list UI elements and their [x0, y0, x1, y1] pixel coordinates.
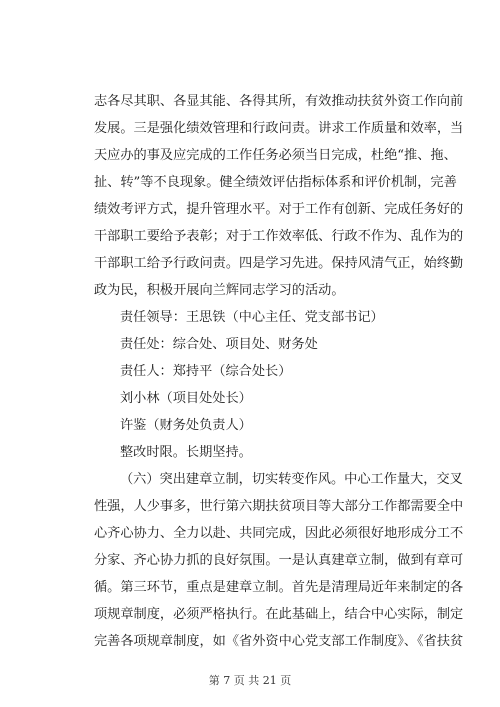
responsible-person: 责任人：郑持平（综合处长）: [120, 364, 292, 379]
responsible-person-3: 许鉴（财务处负责人）: [120, 418, 252, 433]
text-line: 发展。三是强化绩效管理和行政问责。讲求工作质量和效率，当: [94, 121, 464, 136]
document-body: [94, 88, 464, 655]
text-line: 性强，人少事多，世行第六期扶贫项目等大部分工作都需要全中: [94, 499, 464, 514]
text-line: 干部职工给予行政问责。四是学习先进。保持风清气正，始终勤: [94, 256, 464, 271]
text-line: 志各尽其职、各显其能、各得其所，有效推动扶贫外资工作向前: [94, 94, 464, 109]
text-line: 循。第三环节，重点是建章立制。首先是清理局近年来制定的各: [94, 580, 464, 595]
text-line: 分家、齐心协力抓的良好氛围。一是认真建章立制，做到有章可: [94, 553, 464, 568]
responsible-leader: 责任领导：王思铁（中心主任、党支部书记）: [120, 310, 384, 325]
responsible-department: 责任处：综合处、项目处、财务处: [120, 337, 318, 352]
rectification-deadline: 整改时限。长期坚持。: [120, 445, 252, 460]
text-line: 天应办的事及应完成的工作任务必须当日完成，杜绝“推、拖、: [94, 148, 457, 163]
text-line: 绩效考评方式，提升管理水平。对于工作有创新、完成任务好的: [94, 202, 464, 217]
page-number-footer: 第 7 页 共 21 页: [208, 674, 292, 687]
text-line: 完善各项规章制度，如《省外资中心党支部工作制度》、《省扶贫: [94, 634, 464, 649]
section-heading-line: （六）突出建章立制，切实转变作风。中心工作量大，交叉: [120, 472, 463, 487]
text-line: 干部职工要给予表彰；对于工作效率低、行政不作为、乱作为的: [94, 229, 464, 244]
text-line: 心齐心协力、全力以赴、共同完成，因此必须很好地形成分工不: [94, 526, 464, 541]
text-line: 扯、转”等不良现象。健全绩效评估指标体系和评价机制，完善: [94, 175, 457, 190]
text-line: 政为民，积极开展向兰辉同志学习的活动。: [94, 283, 345, 298]
responsible-person-2: 刘小林（项目处处长）: [120, 391, 252, 406]
text-line: 项规章制度，必须严格执行。在此基础上，结合中心实际，制定: [94, 607, 464, 622]
